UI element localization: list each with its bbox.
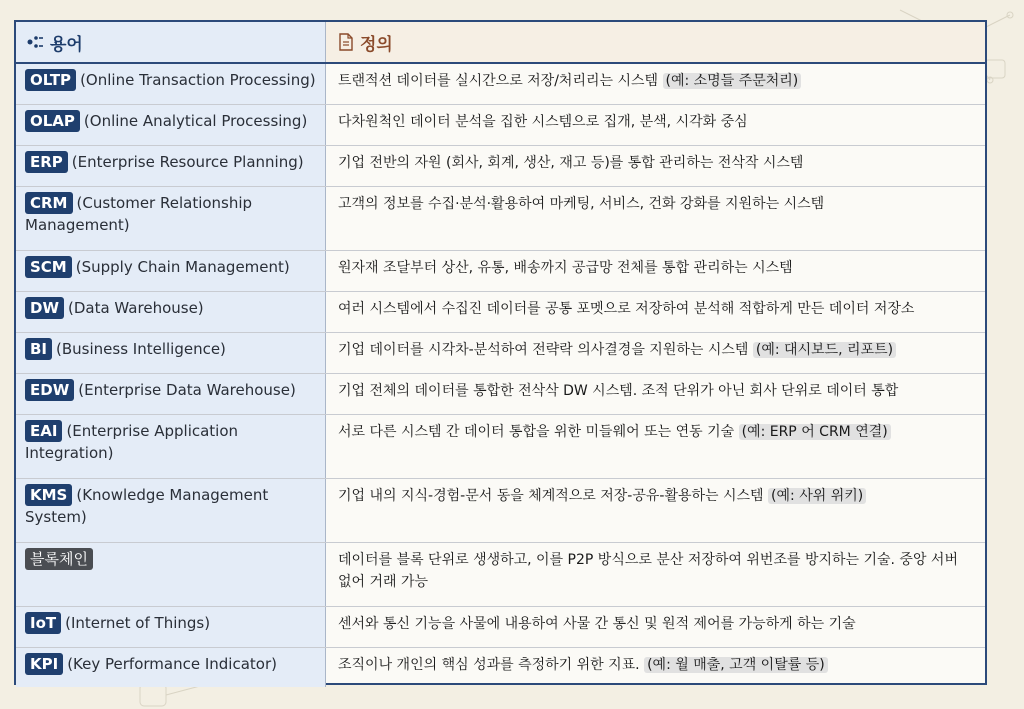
- table-row: [16, 374, 985, 415]
- term-cell: [16, 479, 326, 542]
- term-full-name: (Knowledge Management System): [25, 486, 269, 526]
- term-full-name: (Online Analytical Processing): [83, 112, 308, 130]
- definition-text: 기업 전체의 데이터를 통합한 전삭삭 DW 시스템. 조적 단위가 아닌 회사 단위로 데이터 통합: [338, 383, 899, 399]
- term-header-label: 용어: [50, 34, 83, 55]
- term-cell: [16, 543, 326, 606]
- definition-cell: [326, 64, 985, 104]
- glossary-table: [14, 20, 987, 685]
- term-cell: [16, 187, 326, 250]
- term-full-name: (Internet of Things): [65, 614, 211, 632]
- term-full-name: (Key Performance Indicator): [67, 655, 277, 673]
- definition-text: 고객의 정보를 수집·분석·활용하여 마케팅, 서비스, 건화 강화를 지원하는 시스템: [338, 196, 825, 212]
- definition-header-label: 정의: [360, 34, 393, 55]
- term-cell: [16, 105, 326, 145]
- definition-cell: [326, 187, 985, 250]
- term-abbreviation-badge: DW: [25, 297, 64, 319]
- example-note: (예: ERP 어 CRM 연결): [739, 424, 891, 440]
- term-abbreviation-badge: EDW: [25, 379, 74, 401]
- definition-cell: [326, 292, 985, 332]
- example-note: (예: 사위 위키): [768, 488, 866, 504]
- table-header: [16, 22, 985, 64]
- term-full-name: (Customer Relationship Management): [25, 194, 253, 234]
- example-note: (예: 월 매출, 고객 이탈률 등): [644, 657, 828, 673]
- table-row: [16, 105, 985, 146]
- table-row: [16, 251, 985, 292]
- definition-cell: [326, 146, 985, 186]
- table-row: [16, 648, 985, 687]
- definition-cell: [326, 479, 985, 542]
- term-full-name: (Enterprise Resource Planning): [71, 153, 304, 171]
- definition-cell: [326, 648, 985, 687]
- table-row: [16, 607, 985, 648]
- definition-text: 원자재 조달부터 상산, 유통, 배송까지 공급망 전체를 통합 관리하는 시스템: [338, 260, 793, 276]
- example-note: (예: 대시보드, 리포트): [753, 342, 896, 358]
- definition-text: 다차원척인 데이터 분석을 집한 시스템으로 집개, 분색, 시각화 중심: [338, 114, 748, 130]
- table-row: [16, 292, 985, 333]
- term-cell: [16, 292, 326, 332]
- definition-text: 기업 전반의 자원 (회사, 회계, 생산, 재고 등)를 통합 관리하는 전삭작 시스템: [338, 155, 804, 171]
- definition-text: 기업 내의 지식-경험-문서 동을 체계적으로 저장-공유-활용하는 시스템: [338, 488, 764, 504]
- table-row: [16, 146, 985, 187]
- term-abbreviation-badge: EAI: [25, 420, 62, 442]
- term-full-name: (Supply Chain Management): [75, 258, 290, 276]
- table-row: [16, 543, 985, 607]
- definition-cell: [326, 607, 985, 647]
- term-abbreviation-badge: BI: [25, 338, 52, 360]
- list-icon: [26, 35, 44, 49]
- term-abbreviation-badge: ERP: [25, 151, 68, 173]
- term-cell: [16, 607, 326, 647]
- definition-cell: [326, 543, 985, 606]
- term-abbreviation-badge: SCM: [25, 256, 72, 278]
- definition-cell: [326, 105, 985, 145]
- term-full-name: (Data Warehouse): [68, 299, 204, 317]
- term-cell: [16, 146, 326, 186]
- term-full-name: (Online Transaction Processing): [80, 71, 316, 89]
- definition-text: 여러 시스템에서 수집진 데이터를 공통 포멧으로 저장하여 분석해 적합하게 만든 데이터 저장소: [338, 301, 915, 317]
- definition-column-header: [326, 22, 985, 62]
- term-column-header: [16, 22, 326, 62]
- term-abbreviation-badge: KMS: [25, 484, 72, 506]
- definition-cell: [326, 415, 985, 478]
- table-body: [16, 64, 985, 687]
- table-row: [16, 64, 985, 105]
- definition-cell: [326, 251, 985, 291]
- term-cell: [16, 333, 326, 373]
- definition-text: 서로 다른 시스템 간 데이터 통합을 위한 미들웨어 또는 연동 기술: [338, 424, 735, 440]
- definition-text: 데이터를 블록 단위로 생생하고, 이를 P2P 방식으로 분산 저장하여 위번조를 방지하는 기술. 중앙 서버 없어 거래 가능: [338, 552, 958, 590]
- definition-text: 기업 데이터를 시각차-분석하여 전략락 의사결경을 지원하는 시스템: [338, 342, 749, 358]
- term-full-name: (Enterprise Application Integration): [25, 422, 239, 462]
- definition-cell: [326, 374, 985, 414]
- definition-text: 센서와 통신 기능을 사물에 내용하여 사물 간 통신 및 원적 제어를 가능하게 하는 기술: [338, 616, 856, 632]
- term-full-name: (Business Intelligence): [56, 340, 226, 358]
- term-abbreviation-badge: KPI: [25, 653, 63, 675]
- term-abbreviation-badge: CRM: [25, 192, 73, 214]
- term-abbreviation-badge: OLAP: [25, 110, 80, 132]
- definition-text: 조직이나 개인의 핵심 성과를 측정하기 위한 지표.: [338, 657, 640, 673]
- term-cell: [16, 648, 326, 687]
- document-icon: [338, 33, 354, 51]
- term-cell: [16, 64, 326, 104]
- term-full-name: (Enterprise Data Warehouse): [78, 381, 296, 399]
- definition-cell: [326, 333, 985, 373]
- table-row: [16, 479, 985, 543]
- term-cell: [16, 251, 326, 291]
- example-note: (예: 소명들 주문처리): [663, 73, 802, 89]
- table-row: [16, 187, 985, 251]
- term-abbreviation-badge: 블록체인: [25, 548, 93, 570]
- table-row: [16, 415, 985, 479]
- term-abbreviation-badge: OLTP: [25, 69, 76, 91]
- term-cell: [16, 415, 326, 478]
- table-row: [16, 333, 985, 374]
- definition-text: 트랜적션 데이터를 실시간으로 저장/처리리는 시스템: [338, 73, 659, 89]
- term-cell: [16, 374, 326, 414]
- term-abbreviation-badge: IoT: [25, 612, 61, 634]
